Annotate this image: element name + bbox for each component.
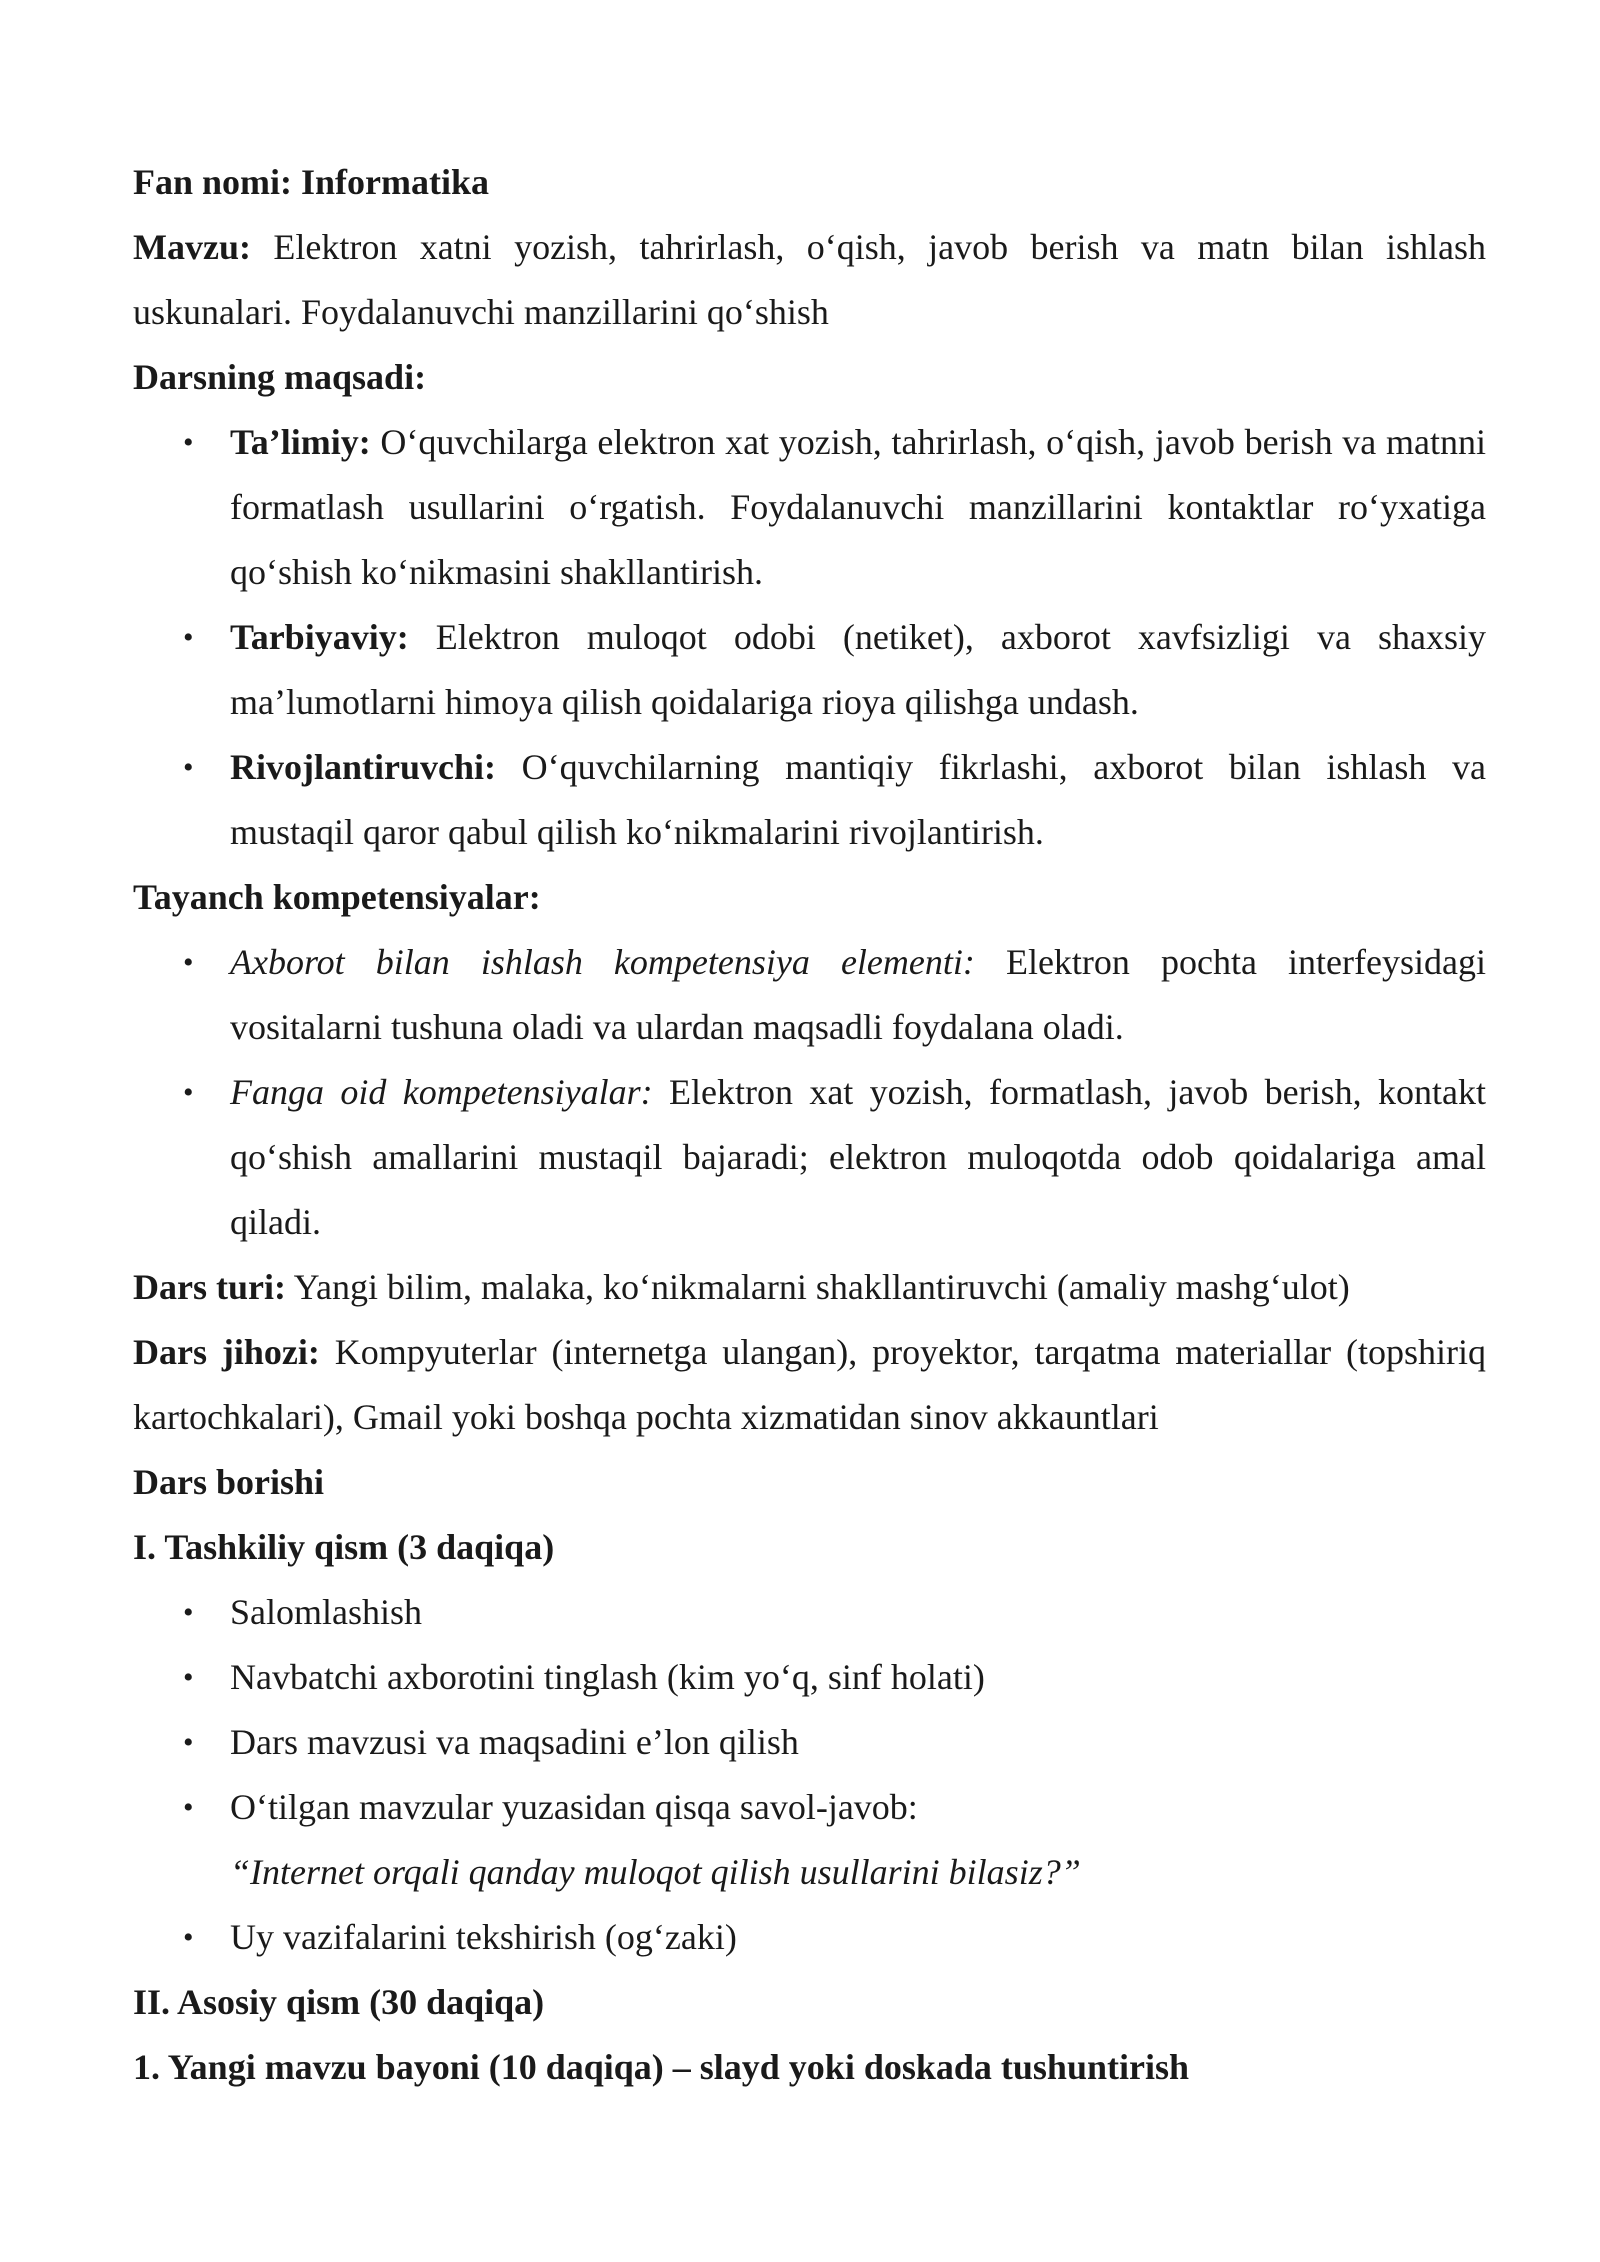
goals-list <box>133 410 1486 865</box>
bullet-icon: • <box>183 751 194 784</box>
list-item <box>183 735 1486 865</box>
competency-label: Fanga oid kompetensiyalar: <box>230 1072 653 1112</box>
equipment-paragraph <box>133 1320 1486 1450</box>
bullet-icon: • <box>183 426 194 459</box>
goal-label: Rivojlantiruvchi: <box>230 747 496 787</box>
bullet-icon: • <box>183 1661 194 1694</box>
list-item-text: Uy vazifalarini tekshirish (og‘zaki) <box>230 1917 737 1957</box>
new-topic-heading: 1. Yangi mavzu bayoni (10 daqiqa) – slayd yoki doskada tushuntirish <box>133 2047 1189 2087</box>
lesson-type-paragraph <box>133 1255 1486 1320</box>
bullet-icon: • <box>183 1921 194 1954</box>
subject-title: Fan nomi: Informatika <box>133 162 490 202</box>
topic-text: Elektron xatni yozish, tahrirlash, o‘qish, javob berish va matn bilan ishlash uskunalari. Foydalanuvchi manzillarini qo‘shish <box>133 227 1486 332</box>
main-part-heading: II. Asosiy qism (30 daqiqa) <box>133 1982 545 2022</box>
goal-text: O‘quvchilarga elektron xat yozish, tahrirlash, o‘qish, javob berish va matnni formatlash usullarini o‘rgatish. Foydalanuvchi manzillarini kontaktlar ro‘yxatiga qo‘shish ko‘nikmasini shakllantirish. <box>230 422 1486 592</box>
goal-label: Tarbiyaviy: <box>230 617 409 657</box>
equipment-label: Dars jihozi: <box>133 1332 320 1372</box>
bullet-icon: • <box>183 1596 194 1629</box>
list-item <box>183 1905 1486 1970</box>
list-item <box>183 930 1486 1060</box>
lesson-flow-heading: Dars borishi <box>133 1462 325 1502</box>
question-quote: “Internet orqali qanday muloqot qilish usullarini bilasiz?” <box>230 1852 1081 1892</box>
list-item-text: Salomlashish <box>230 1592 423 1632</box>
list-item-text: Navbatchi axborotini tinglash (kim yo‘q, sinf holati) <box>230 1657 985 1697</box>
list-item-text: O‘tilgan mavzular yuzasidan qisqa savol-javob: <box>230 1787 918 1827</box>
bullet-icon: • <box>183 621 194 654</box>
topic-paragraph <box>133 215 1486 345</box>
bullet-icon: • <box>183 1076 194 1109</box>
equipment-text: Kompyuterlar (internetga ulangan), proyektor, tarqatma materiallar (topshiriq kartochkalari), Gmail yoki boshqa pochta xizmatidan sinov akkauntlari <box>133 1332 1486 1437</box>
list-item <box>183 410 1486 605</box>
lesson-type-text: Yangi bilim, malaka, ko‘nikmalarni shakllantiruvchi (amaliy mashg‘ulot) <box>285 1267 1350 1307</box>
goal-label: Ta’limiy: <box>230 422 371 462</box>
competencies-heading: Tayanch kompetensiyalar: <box>133 877 541 917</box>
organizational-list <box>133 1580 1486 1970</box>
bullet-icon: • <box>183 946 194 979</box>
competency-text: Elektron pochta interfeysidagi vositalarni tushuna oladi va ulardan maqsadli foydalana oladi. <box>230 942 1486 1047</box>
list-item <box>183 605 1486 735</box>
bullet-icon: • <box>183 1791 194 1824</box>
topic-label: Mavzu: <box>133 227 251 267</box>
competencies-list <box>133 930 1486 1255</box>
list-item <box>183 1645 1486 1710</box>
list-item <box>183 1580 1486 1645</box>
competency-label: Axborot bilan ishlash kompetensiya elementi: <box>230 942 975 982</box>
goals-heading: Darsning maqsadi: <box>133 357 427 397</box>
goal-text: Elektron muloqot odobi (netiket), axborot xavfsizligi va shaxsiy ma’lumotlarni himoya qilish qoidalariga rioya qilishga undash. <box>230 617 1486 722</box>
list-item <box>183 1710 1486 1775</box>
list-item <box>183 1775 1486 1905</box>
list-item <box>183 1060 1486 1255</box>
list-item-text: Dars mavzusi va maqsadini e’lon qilish <box>230 1722 799 1762</box>
lesson-type-label: Dars turi: <box>133 1267 286 1307</box>
competency-text: Elektron xat yozish, formatlash, javob berish, kontakt qo‘shish amallarini mustaqil bajaradi; elektron muloqotda odob qoidalariga amal qiladi. <box>230 1072 1486 1242</box>
organizational-part-heading: I. Tashkiliy qism (3 daqiqa) <box>133 1527 555 1567</box>
goal-text: O‘quvchilarning mantiqiy fikrlashi, axborot bilan ishlash va mustaqil qaror qabul qilish ko‘nikmalarini rivojlantirish. <box>230 747 1486 852</box>
bullet-icon: • <box>183 1726 194 1759</box>
